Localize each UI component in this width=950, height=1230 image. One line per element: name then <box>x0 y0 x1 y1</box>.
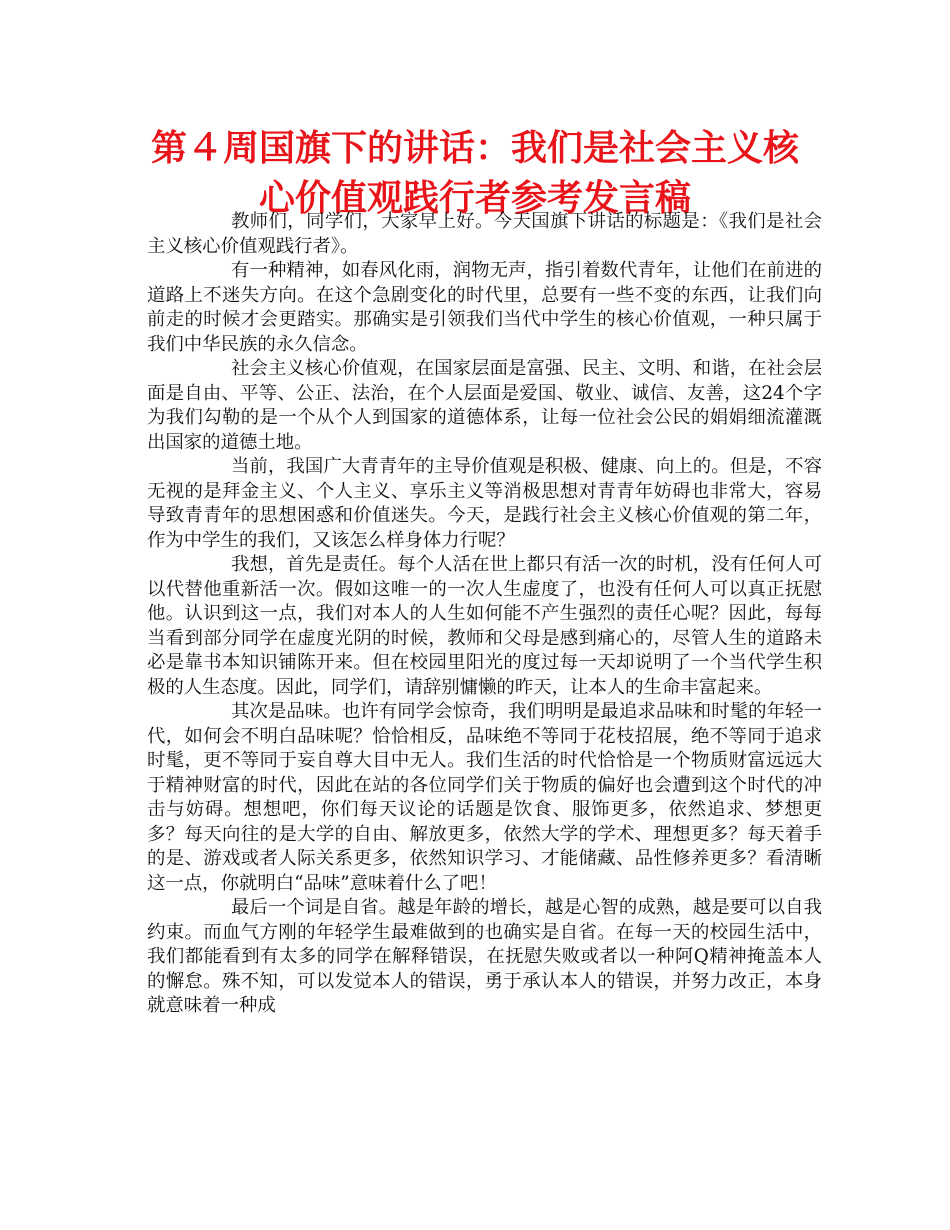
paragraph-greeting: 教师们，同学们，大家早上好。今天国旗下讲话的标题是：《我们是社会主义核心价值观践行者》。 <box>147 211 822 257</box>
title-line-1: 第４周国旗下的讲话：我们是社会主义核 <box>150 128 799 169</box>
paragraph-taste: 其次是品味。也许有同学会惊奇，我们明明是最追求品味和时髦的年轻一代，如何会不明白品味呢？恰恰相反，品味绝不等同于花枝招展，绝不等同于追求时髦，更不等同于妄自尊大目中无人。我们生活的时代恰恰是一个物质财富远远大于精神财富的时代，因此在站的各位同学们关于物质的偏好也会遭到这个时代的冲击与妨碍。想想吧，你们每天议论的话题是饮食、服饰更多，依然追求、梦想更多？每天向往的是大学的自由、解放更多，依然大学的学术、理想更多？每天着手的是、游戏或者人际关系更多，依然知识学习、才能储藏、品性修养更多？看清晰这一点，你就明白“品味”意味着什么了吧！ <box>147 701 822 894</box>
paragraph-responsibility: 我想，首先是责任。每个人活在世上都只有活一次的时机，没有任何人可以代替他重新活一次。假如这唯一的一次人生虚度了，也没有任何人可以真正抚慰他。认识到这一点，我们对本人的人生如何能不产生强烈的责任心呢？因此，每每当看到部分同学在虚度光阴的时候，教师和父母是感到痛心的，尽管人生的道路未必是靠书本知识铺陈开来。但在校园里阳光的度过每一天却说明了一个当代学生积极的人生态度。因此，同学们，请辞别慵懒的昨天，让本人的生命丰富起来。 <box>147 554 822 698</box>
title-line-2: 心价值观践行者参考发言稿 <box>258 178 691 219</box>
document-title <box>100 124 850 224</box>
paragraph-spirit: 有一种精神，如春风化雨，润物无声，指引着数代青年，让他们在前进的道路上不迷失方向。在这个急剧变化的时代里，总要有一些不变的东西，让我们向前走的时候才会更踏实。那确实是引领我们当代中学生的核心价值观，一种只属于我们中华民族的永久信念。 <box>147 260 822 355</box>
document-body <box>147 210 822 1019</box>
paragraph-current-situation: 当前，我国广大青青年的主导价值观是积极、健康、向上的。但是，不容无视的是拜金主义、个人主义、享乐主义等消极思想对青青年妨碍也非常大，容易导致青青年的思想困惑和价值迷失。今天，是践行社会主义核心价值观的第二年，作为中学生的我们，又该怎么样身体力行呢？ <box>147 456 822 551</box>
paragraph-self-reflection: 最后一个词是自省。越是年龄的增长，越是心智的成熟，越是要可以自我约束。而血气方刚的年轻学生最难做到的也确实是自省。在每一天的校园生活中，我们都能看到有太多的同学在解释错误，在抚慰失败或者以一种阿Q精神掩盖本人的懈怠。殊不知，可以发觉本人的错误，勇于承认本人的错误，并努力改正，本身就意味着一种成 <box>147 897 822 1016</box>
paragraph-core-values: 社会主义核心价值观，在国家层面是富强、民主、文明、和谐，在社会层面是自由、平等、公正、法治，在个人层面是爱国、敬业、诚信、友善，这24个字为我们勾勒的是一个从个人到国家的道德体系，让每一位社会公民的娟娟细流灌溉出国家的道德土地。 <box>147 358 822 453</box>
